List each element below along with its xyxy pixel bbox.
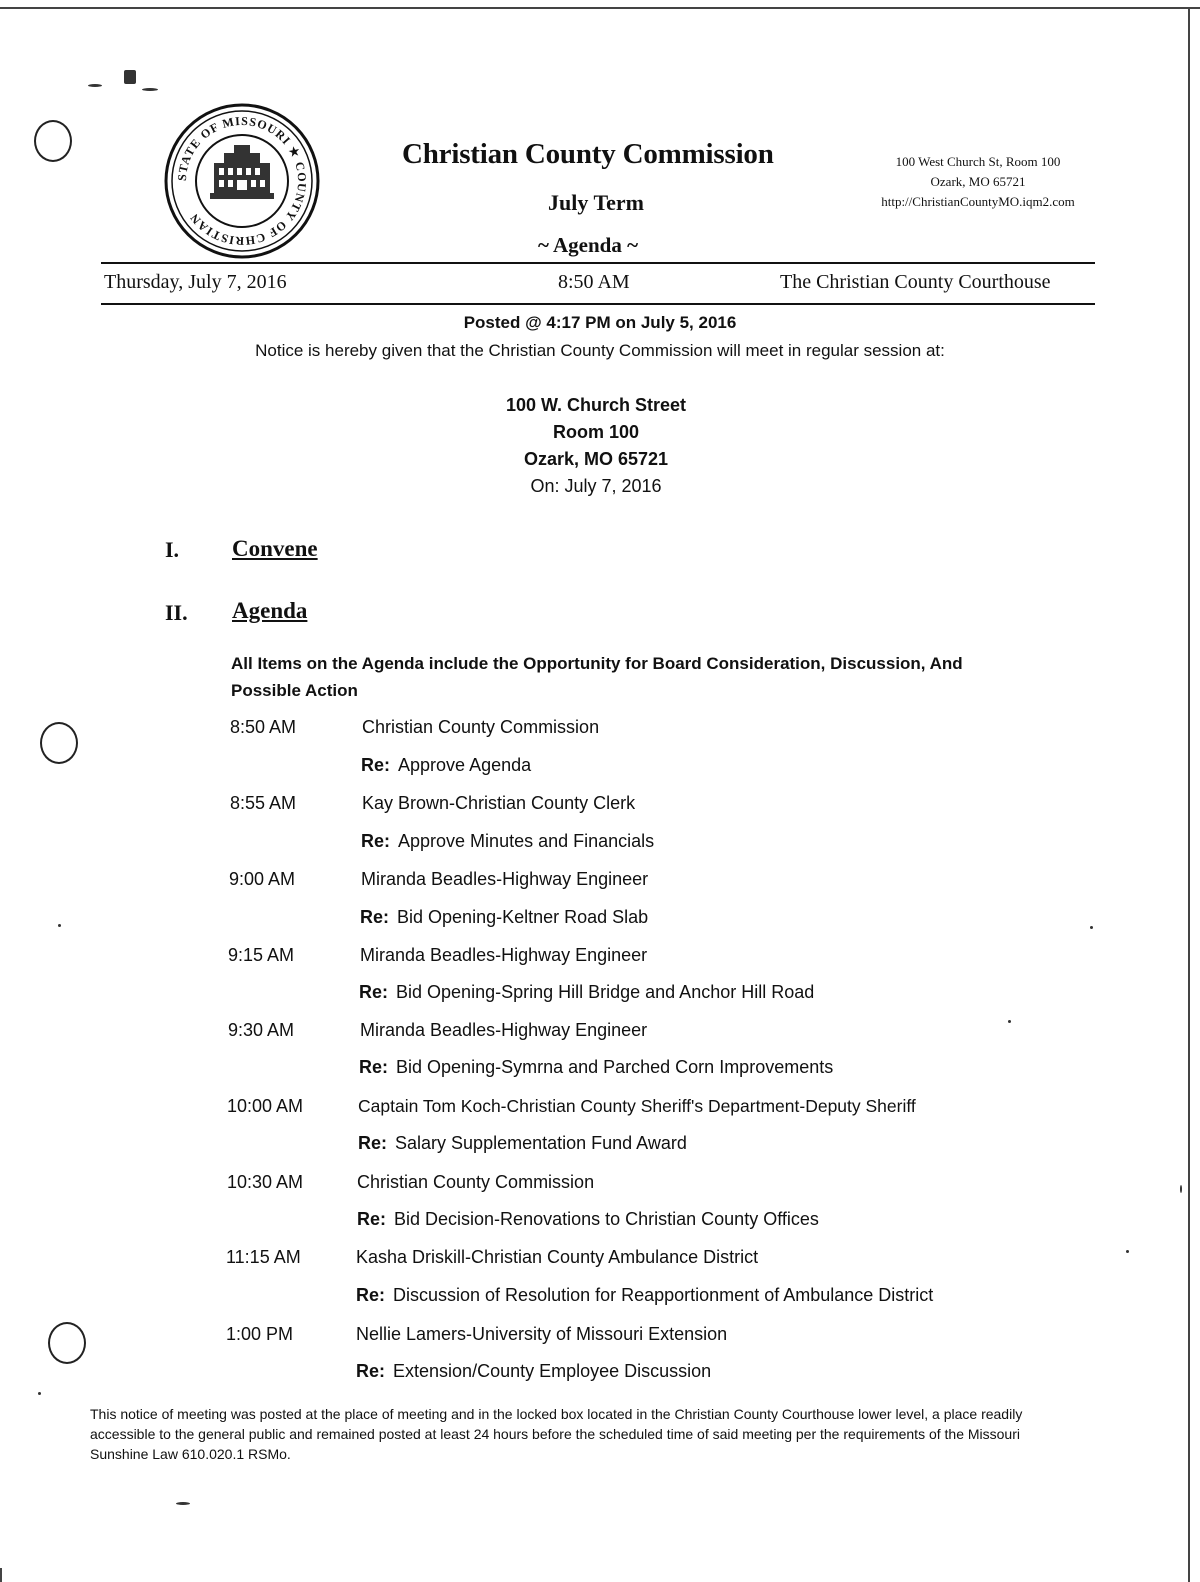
item-time: 9:00 AM [229,869,296,889]
page-edge-top [0,7,1200,9]
address-line-1: 100 West Church St, Room 100 [895,154,1061,169]
header-rule [101,303,1095,305]
commission-title: Christian County Commission [402,138,774,170]
item-subject-text: Bid Decision-Renovations to Christian County Offices [394,1209,819,1229]
location-street: 100 W. Church Street [505,395,687,415]
item-presenter: Christian County Commission [357,1172,595,1192]
re-label: Re: [361,755,391,775]
location-room: Room 100 [552,422,640,442]
item-presenter: Miranda Beadles-Highway Engineer [360,1020,648,1040]
item-subject [360,907,648,928]
item-subject [361,831,654,852]
item-presenter: Captain Tom Koch-Christian County Sheriff's Department-Deputy Sheriff [358,1096,916,1116]
item-time: 11:15 AM [226,1247,301,1267]
scan-speck [176,1502,190,1505]
scan-speck [1180,1185,1182,1193]
location-date: On: July 7, 2016 [530,476,662,496]
agenda-intro: All Items on the Agenda include the Opportunity for Board Consideration, Discussion, And Possible Action [231,654,963,700]
item-presenter: Nellie Lamers-University of Missouri Extension [356,1324,728,1344]
item-subject [359,982,814,1003]
section-number: II. [165,600,188,625]
meeting-date: Thursday, July 7, 2016 [104,271,287,293]
notice-text: Notice is hereby given that the Christian County Commission will meet in regular session at: [255,341,945,360]
section-title-agenda: Agenda [232,598,308,623]
re-label: Re: [358,1133,388,1153]
item-time: 8:55 AM [230,793,297,813]
item-presenter: Kasha Driskill-Christian County Ambulance District [356,1247,759,1267]
meeting-time: 8:50 AM [558,271,630,293]
item-subject-text: Discussion of Resolution for Reapportionment of Ambulance District [393,1285,934,1305]
header-rule [101,262,1095,264]
item-subject-text: Salary Supplementation Fund Award [395,1133,687,1153]
re-label: Re: [359,1057,389,1077]
page-edge-left [0,1568,2,1582]
item-time: 9:15 AM [228,945,295,965]
item-time: 8:50 AM [230,717,297,737]
item-subject [356,1361,711,1382]
scan-speck [38,1392,41,1395]
item-subject-text: Approve Agenda [398,755,532,775]
header-address [860,152,1096,212]
scan-speck [88,84,102,87]
re-label: Re: [360,907,390,927]
scan-speck [1126,1250,1129,1253]
location-city: Ozark, MO 65721 [523,449,669,469]
item-subject [358,1133,687,1154]
punch-hole [48,1322,86,1364]
punch-hole [34,120,72,162]
term-label: July Term [548,190,644,215]
website-link[interactable]: http://ChristianCountyMO.iqm2.com [881,194,1075,209]
meeting-place: The Christian County Courthouse [780,271,1051,293]
scan-speck [1090,926,1093,929]
item-subject-text: Bid Opening-Spring Hill Bridge and Anchor Hill Road [396,982,815,1002]
item-subject [359,1057,833,1078]
punch-hole [40,722,78,764]
re-label: Re: [356,1285,386,1305]
item-time: 10:00 AM [227,1096,304,1116]
section-number: I. [165,537,180,562]
item-subject [361,755,531,776]
item-subject-text: Approve Minutes and Financials [398,831,655,851]
re-label: Re: [361,831,391,851]
scan-speck [124,70,136,84]
scan-speck [142,88,158,91]
re-label: Re: [359,982,389,1002]
item-presenter: Miranda Beadles-Highway Engineer [361,869,649,889]
address-line-2: Ozark, MO 65721 [930,174,1026,189]
item-subject [356,1285,933,1306]
posting-disclaimer: This notice of meeting was posted at the place of meeting and in the locked box located in the Christian County Courthouse lower level, a place readily accessible to the general public and remained posted at least 24 hours before the scheduled time of said meeting per the requirements of the Missouri Sunshine Law 610.020.1 RSMo. [90,1406,1023,1462]
scan-speck [58,924,61,927]
item-time: 10:30 AM [227,1172,304,1192]
scan-speck [1008,1020,1011,1023]
item-subject-text: Bid Opening-Symrna and Parched Corn Improvements [396,1057,834,1077]
re-label: Re: [357,1209,387,1229]
re-label: Re: [356,1361,386,1381]
section-title-convene: Convene [232,536,318,561]
posted-timestamp: Posted @ 4:17 PM on July 5, 2016 [463,313,737,332]
agenda-label: ~ Agenda ~ [538,233,639,257]
item-presenter: Christian County Commission [362,717,600,737]
county-seal-logo [164,103,320,259]
item-time: 9:30 AM [228,1020,295,1040]
item-subject [357,1209,819,1230]
page-edge-right [1188,7,1190,1582]
seal-ring-text: STATE OF MISSOURI ★ COUNTY OF CHRISTIAN [174,113,310,249]
item-subject-text: Extension/County Employee Discussion [393,1361,712,1381]
item-time: 1:00 PM [226,1324,294,1344]
item-subject-text: Bid Opening-Keltner Road Slab [397,907,649,927]
item-presenter: Kay Brown-Christian County Clerk [362,793,636,813]
item-presenter: Miranda Beadles-Highway Engineer [360,945,648,965]
